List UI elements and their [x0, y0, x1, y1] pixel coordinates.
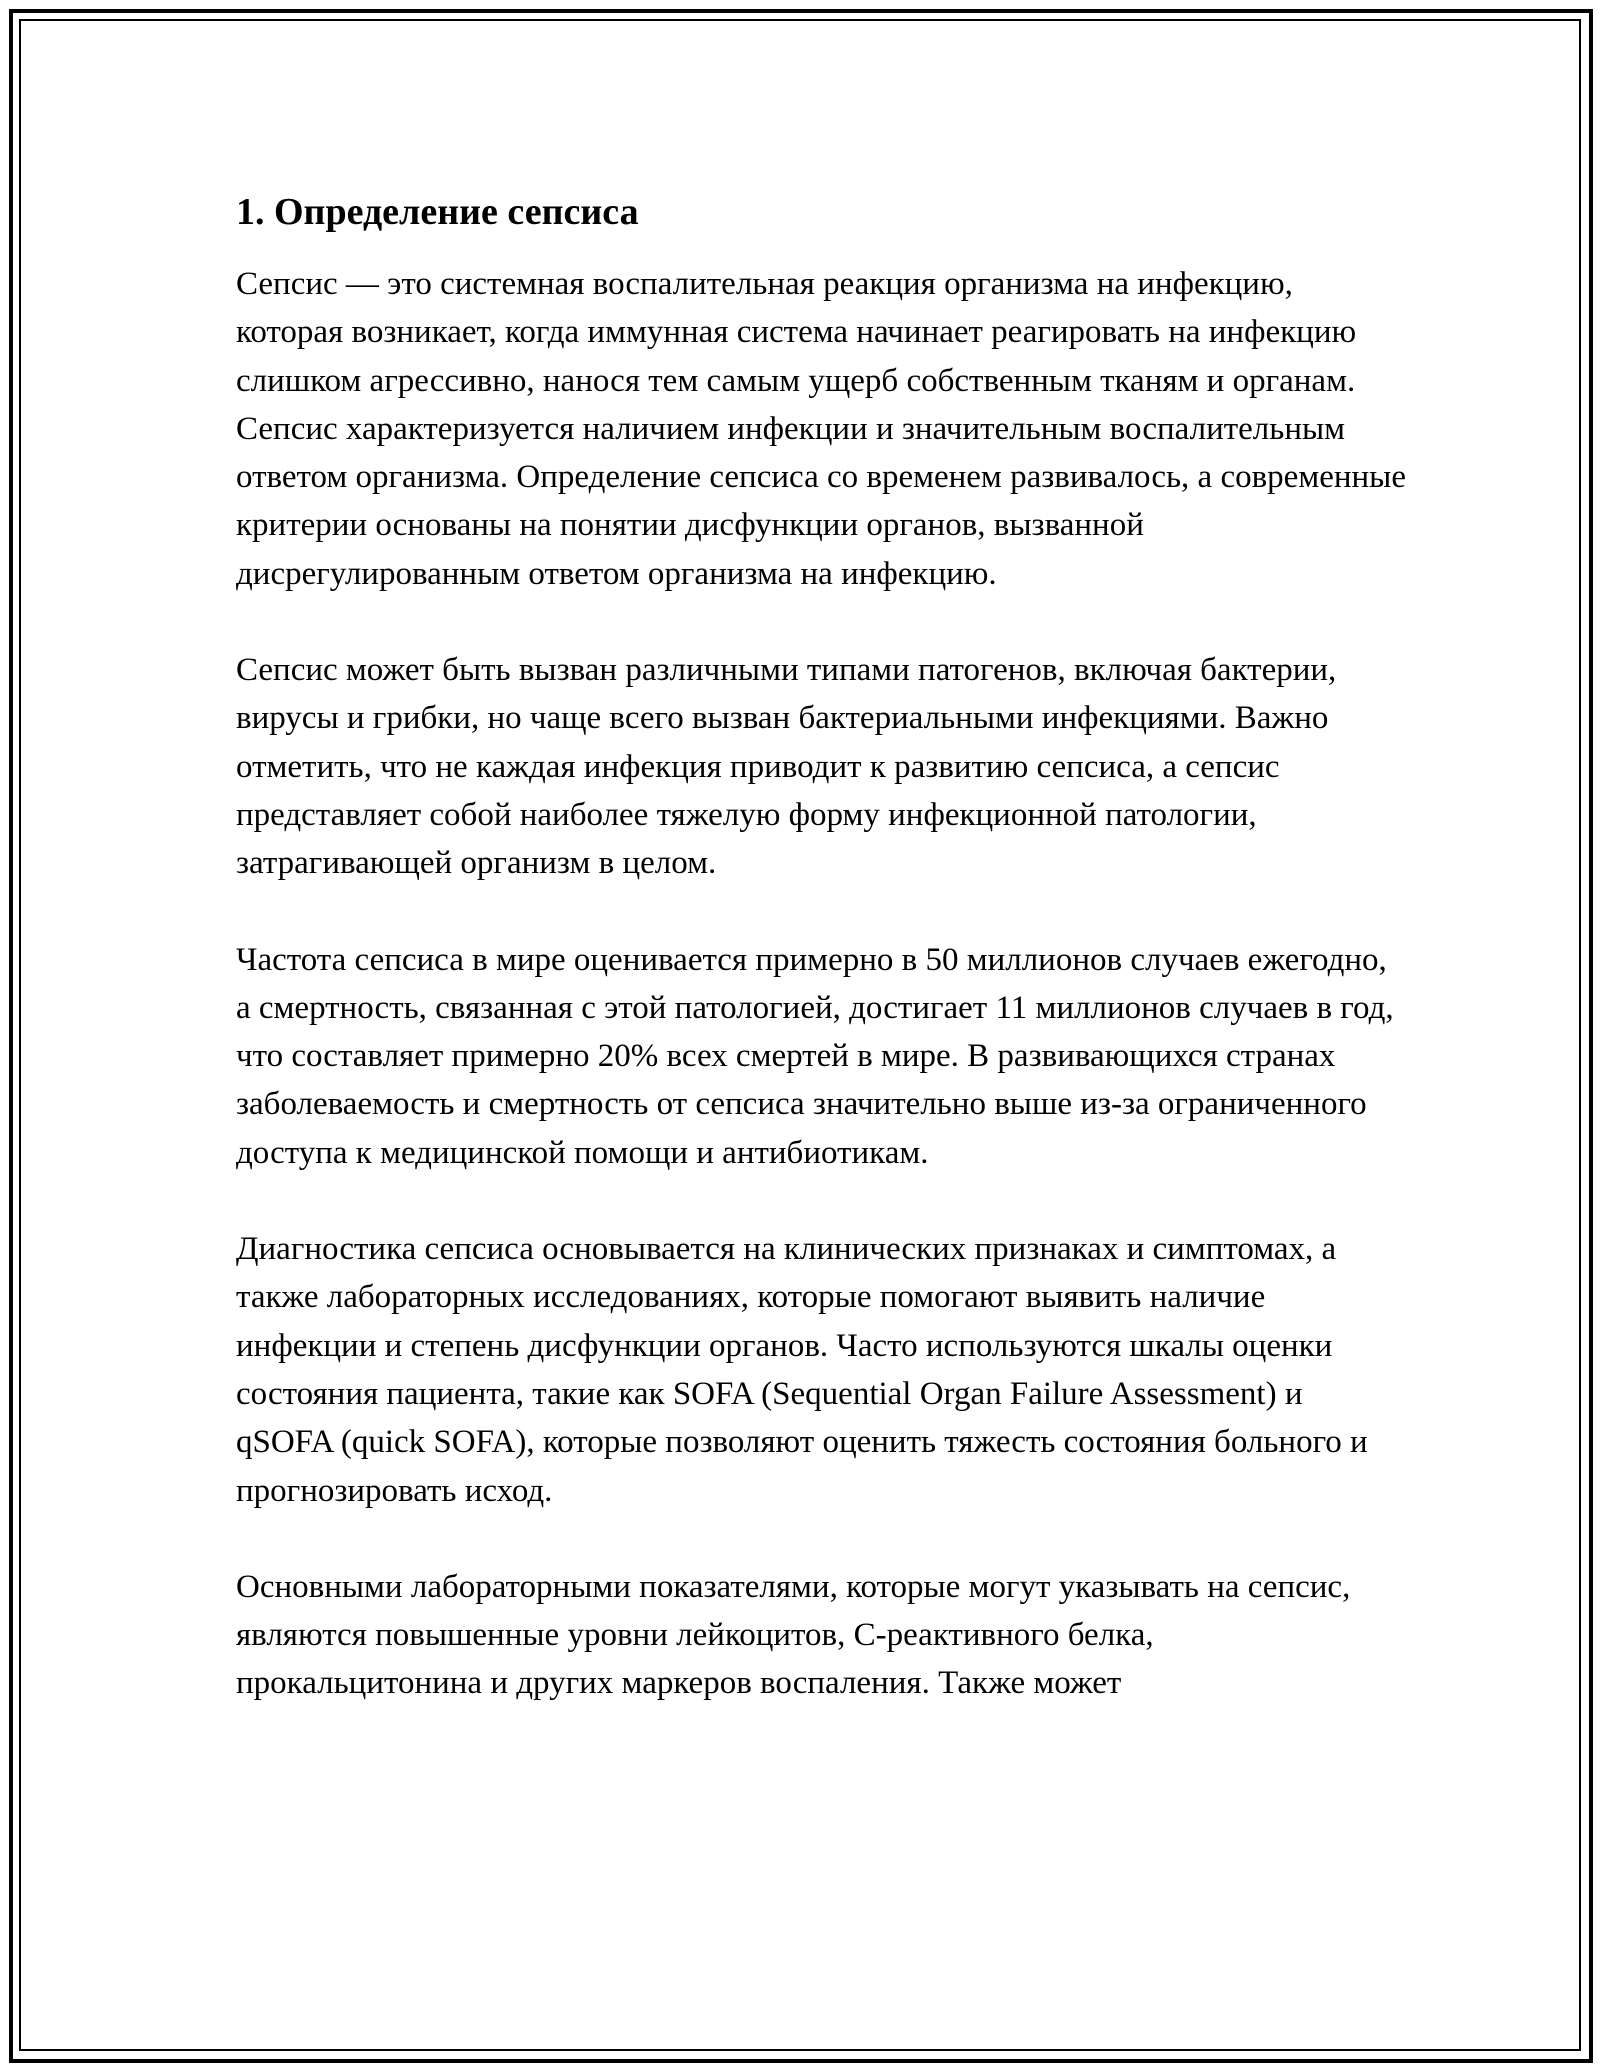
- paragraph-diagnostics: Диагностика сепсиса основывается на клинических признаках и симптомах, а также лабораторных исследованиях, которые помогают выявить наличие инфекции и степень дисфункции органов. Часто используются шкалы оценки состояния пациента, такие как SOFA (Sequential Organ Failure Assessment) и qSOFA (quick SOFA), которые позволяют оценить тяжесть состояния больного и прогнозировать исход.: [236, 1231, 1368, 1509]
- document-body: [236, 186, 1406, 1708]
- section-heading: 1. Определение сепсиса: [236, 191, 639, 233]
- paragraph-pathogens: Сепсис может быть вызван различными типами патогенов, включая бактерии, вирусы и грибки, но чаще всего вызван бактериальными инфекциями. Важно отметить, что не каждая инфекция приводит к развитию сепсиса, а сепсис представляет собой наиболее тяжелую форму инфекционной патологии, затрагивающей организм в целом.: [236, 652, 1337, 882]
- paragraph-epidemiology: Частота сепсиса в мире оценивается примерно в 50 миллионов случаев ежегодно, а смертность, связанная с этой патологией, достигает 11 миллионов случаев в год, что составляет примерно 20% всех смертей в мире. В развивающихся странах заболеваемость и смертность от сепсиса значительно выше из-за ограниченного доступа к медицинской помощи и антибиотикам.: [236, 941, 1394, 1171]
- paragraph-lab-markers: Основными лабораторными показателями, которые могут указывать на сепсис, являются повышенные уровни лейкоцитов, C-реактивного белка, прокальцитонина и других маркеров воспаления. Также может: [236, 1568, 1351, 1702]
- paragraph-definition: Сепсис — это системная воспалительная реакция организма на инфекцию, которая возникает, когда иммунная система начинает реагировать на инфекцию слишком агрессивно, нанося тем самым ущерб собственным тканям и органам. Сепсис характеризуется наличием инфекции и значительным воспалительным ответом организма. Определение сепсиса со временем развивалось, а современные критерии основаны на понятии дисфункции органов, вызванной дисрегулированным ответом организма на инфекцию.: [236, 266, 1407, 592]
